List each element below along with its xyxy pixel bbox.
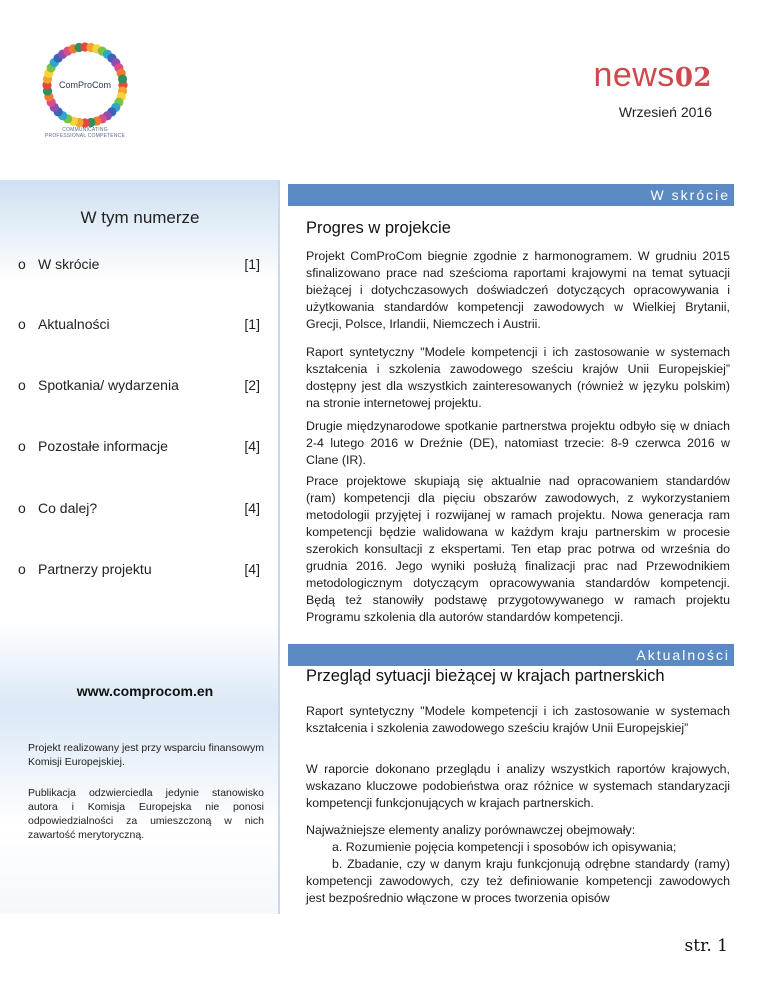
toc-label: W skrócie [38, 256, 100, 272]
issue-date: Wrzesień 2016 [618, 104, 712, 120]
logo-name: ComProCom [58, 80, 112, 90]
toc-page: [4] [244, 500, 260, 516]
list-item: a. Rozumienie pojęcia kompetencji i sposobów ich opisywania; [332, 840, 677, 854]
toc-bullet: o [18, 438, 26, 454]
logo-ring-dot [118, 74, 127, 83]
paragraph: Raport syntetyczny "Modele kompetencji i ich zastosowanie w systemach kształcenia i szkolenia zawodowego sześciu krajów Unii Europejskiej” [306, 704, 730, 735]
toc-item[interactable] [18, 316, 266, 332]
toc-item[interactable] [18, 377, 266, 393]
toc-bullet: o [18, 316, 26, 332]
toc-item[interactable] [18, 438, 266, 454]
toc-page: [1] [244, 256, 260, 272]
disclaimer: Publikacja odzwierciedla jedynie stanowisko autora i Komisja Europejska nie ponosi odpowiedzialności za umieszczoną w nich zawartość merytoryczną. [28, 787, 264, 841]
toc-bullet: o [18, 561, 26, 577]
list-intro: Najważniejsze elementy analizy porównawczej obejmowały: [306, 823, 636, 837]
paragraph: Projekt ComProCom biegnie zgodnie z harmonogramem. W grudniu 2015 sfinalizowano prace nad sześcioma raportami krajowymi na temat sytuacji bieżącej i dotychczasowych doświadczeń dotyczących opracowywania i użytkowania standardów kompetencji zawodowych w Wielkiej Brytanii, Grecji, Polsce, Irlandii, Niemczech i Austrii. [306, 249, 730, 331]
logo-subtitle-line2: PROFESSIONAL COMPETENCE [45, 133, 125, 139]
website-link[interactable]: www.comprocom.en [76, 683, 214, 699]
issue-number: 02 [674, 63, 712, 93]
toc-label: Spotkania/ wydarzenia [38, 377, 179, 393]
funding-note: Projekt realizowany jest przy wsparciu finansowym Komisji Europejskiej. [28, 742, 264, 768]
toc-page: [4] [244, 561, 260, 577]
newsletter-title [593, 56, 712, 95]
comprocom-logo [40, 40, 130, 130]
paragraph: Raport syntetyczny "Modele kompetencji i ich zastosowanie w systemach kształcenia i szkolenia zawodowego sześciu krajów Unii Europejskiej” dostępny jest dla wszystkich zainteresowanych (również w języku polskim) na stronie internetowej projektu. [306, 345, 730, 410]
toc-title: W tym numerze [80, 208, 200, 227]
toc-label: Partnerzy projektu [38, 561, 152, 577]
toc-item[interactable] [18, 561, 266, 577]
toc-item[interactable] [18, 256, 266, 272]
section-heading: Przegląd sytuacji bieżącej w krajach partnerskich [306, 667, 665, 685]
section-heading: Progres w projekcie [306, 219, 451, 237]
toc-bullet: o [18, 500, 26, 516]
logo-subtitle [40, 127, 130, 139]
toc-label: Pozostałe informacje [38, 438, 168, 454]
toc-bullet: o [18, 256, 26, 272]
paragraph: W raporcie dokonano przeglądu i analizy wszystkich raportów krajowych, wskazano kluczowe podobieństwa oraz różnice w systemach standaryzacji kompetencji funkcjonujących w krajach partnerskich. [306, 762, 730, 810]
page-number: str. 1 [684, 936, 728, 956]
news-word: news [593, 56, 675, 94]
toc-item[interactable] [18, 500, 266, 516]
paragraph: Prace projektowe skupiają się aktualnie nad opracowaniem standardów (ram) kompetencji dla pięciu obszarów zawodowych, z wykorzystaniem metodologii przyjętej i rozwijanej w ramach projektu. Nowa generacja ram kompetencji będzie walidowana w każdym kraju partnerskim w procesie szerokich konsultacji z ekspertami. Ten etap prac potrwa od września do grudnia 2016. Jego wyniki posłużą finalizacji prac nad Przewodnikiem metodologicznym dotyczącym opracowywania standardów kompetencji. Będą też stanowiły podstawę przygotowywanego w ramach projektu Programu szkolenia dla autorów standardów kompetencji. [306, 474, 730, 624]
list-item: b. Zbadanie, czy w danym kraju funkcjonują odrębne standardy (ramy) kompetencji zawodowych, czy też definiowanie kompetencji zawodowych jest bezpośrednio włączone w proces tworzenia opisów [306, 857, 730, 905]
toc-page: [4] [244, 438, 260, 454]
toc-label: Co dalej? [38, 500, 98, 516]
logo-subtitle-line1: COMMUNICATING [62, 127, 108, 133]
toc-page: [2] [244, 377, 260, 393]
toc-page: [1] [244, 316, 260, 332]
paragraph: Drugie międzynarodowe spotkanie partnerstwa projektu odbyło się w dniach 2-4 lutego 2016 w Dreźnie (DE), natomiast trzecie: 8-9 czerwca 2016 w Clane (IR). [306, 419, 730, 467]
section-bar-aktualnosci: Aktualności [288, 644, 734, 666]
section-bar-w-skrocie: W skrócie [288, 184, 734, 206]
toc-bullet: o [18, 377, 26, 393]
toc-label: Aktualności [38, 316, 110, 332]
